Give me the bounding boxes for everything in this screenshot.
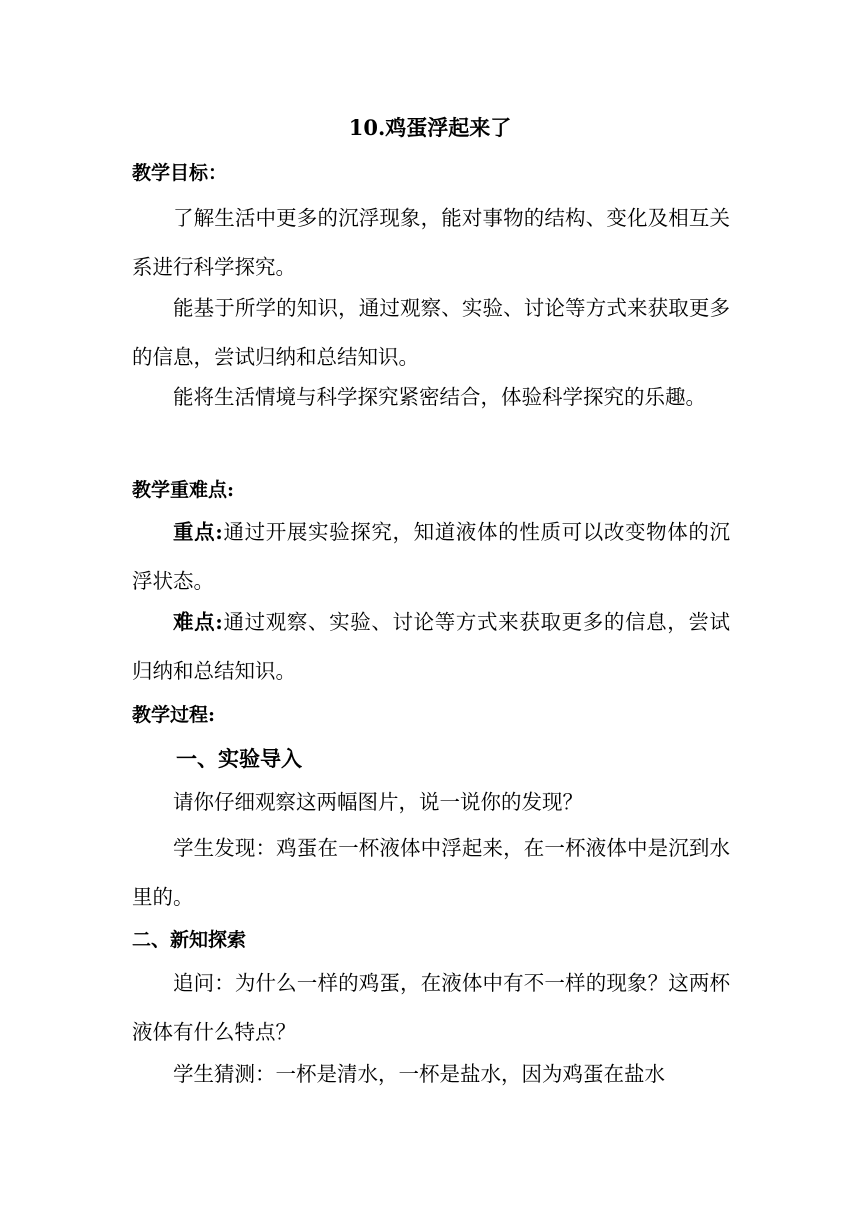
objective-paragraph-2: 能基于所学的知识，通过观察、实验、讨论等方式来获取更多的信息，尝试归纳和总结知识。 [132, 296, 730, 369]
key-point-paragraph [132, 508, 730, 606]
section-2-guess: 学生猜测：一杯是清水，一杯是盐水，因为鸡蛋在盐水 [173, 1062, 665, 1086]
difficult-point-text: 通过观察、实验、讨论等方式来获取更多的信息，尝试归纳和总结知识。 [132, 610, 731, 683]
section-1-finding: 学生发现：鸡蛋在一杯液体中浮起来，在一杯液体中是沉到水里的。 [132, 836, 730, 909]
key-points-heading: 教学重难点: [132, 479, 235, 501]
process-heading: 教学过程: [132, 704, 216, 726]
objectives-heading: 教学目标： [132, 162, 228, 184]
section-2-title: 二、新知探索 [132, 929, 247, 951]
section-1-prompt: 请你仔细观察这两幅图片，说一说你的发现？ [173, 790, 583, 814]
section-2-question: 追问：为什么一样的鸡蛋，在液体中有不一样的现象？这两杯液体有什么特点？ [132, 971, 730, 1044]
key-point-label: 重点: [173, 520, 223, 544]
objective-paragraph-3: 能将生活情境与科学探究紧密结合，体验科学探究的乐趣。 [173, 385, 706, 409]
key-point-text: 通过开展实验探究，知道液体的性质可以改变物体的沉浮状态。 [132, 520, 731, 593]
section-1-title: 一、实验导入 [176, 746, 302, 771]
difficult-point-paragraph [132, 598, 730, 696]
lesson-title: 10.鸡蛋浮起来了 [348, 115, 512, 140]
difficult-point-label: 难点: [173, 610, 223, 634]
objective-paragraph-1: 了解生活中更多的沉浮现象，能对事物的结构、变化及相互关系进行科学探究。 [132, 206, 730, 279]
